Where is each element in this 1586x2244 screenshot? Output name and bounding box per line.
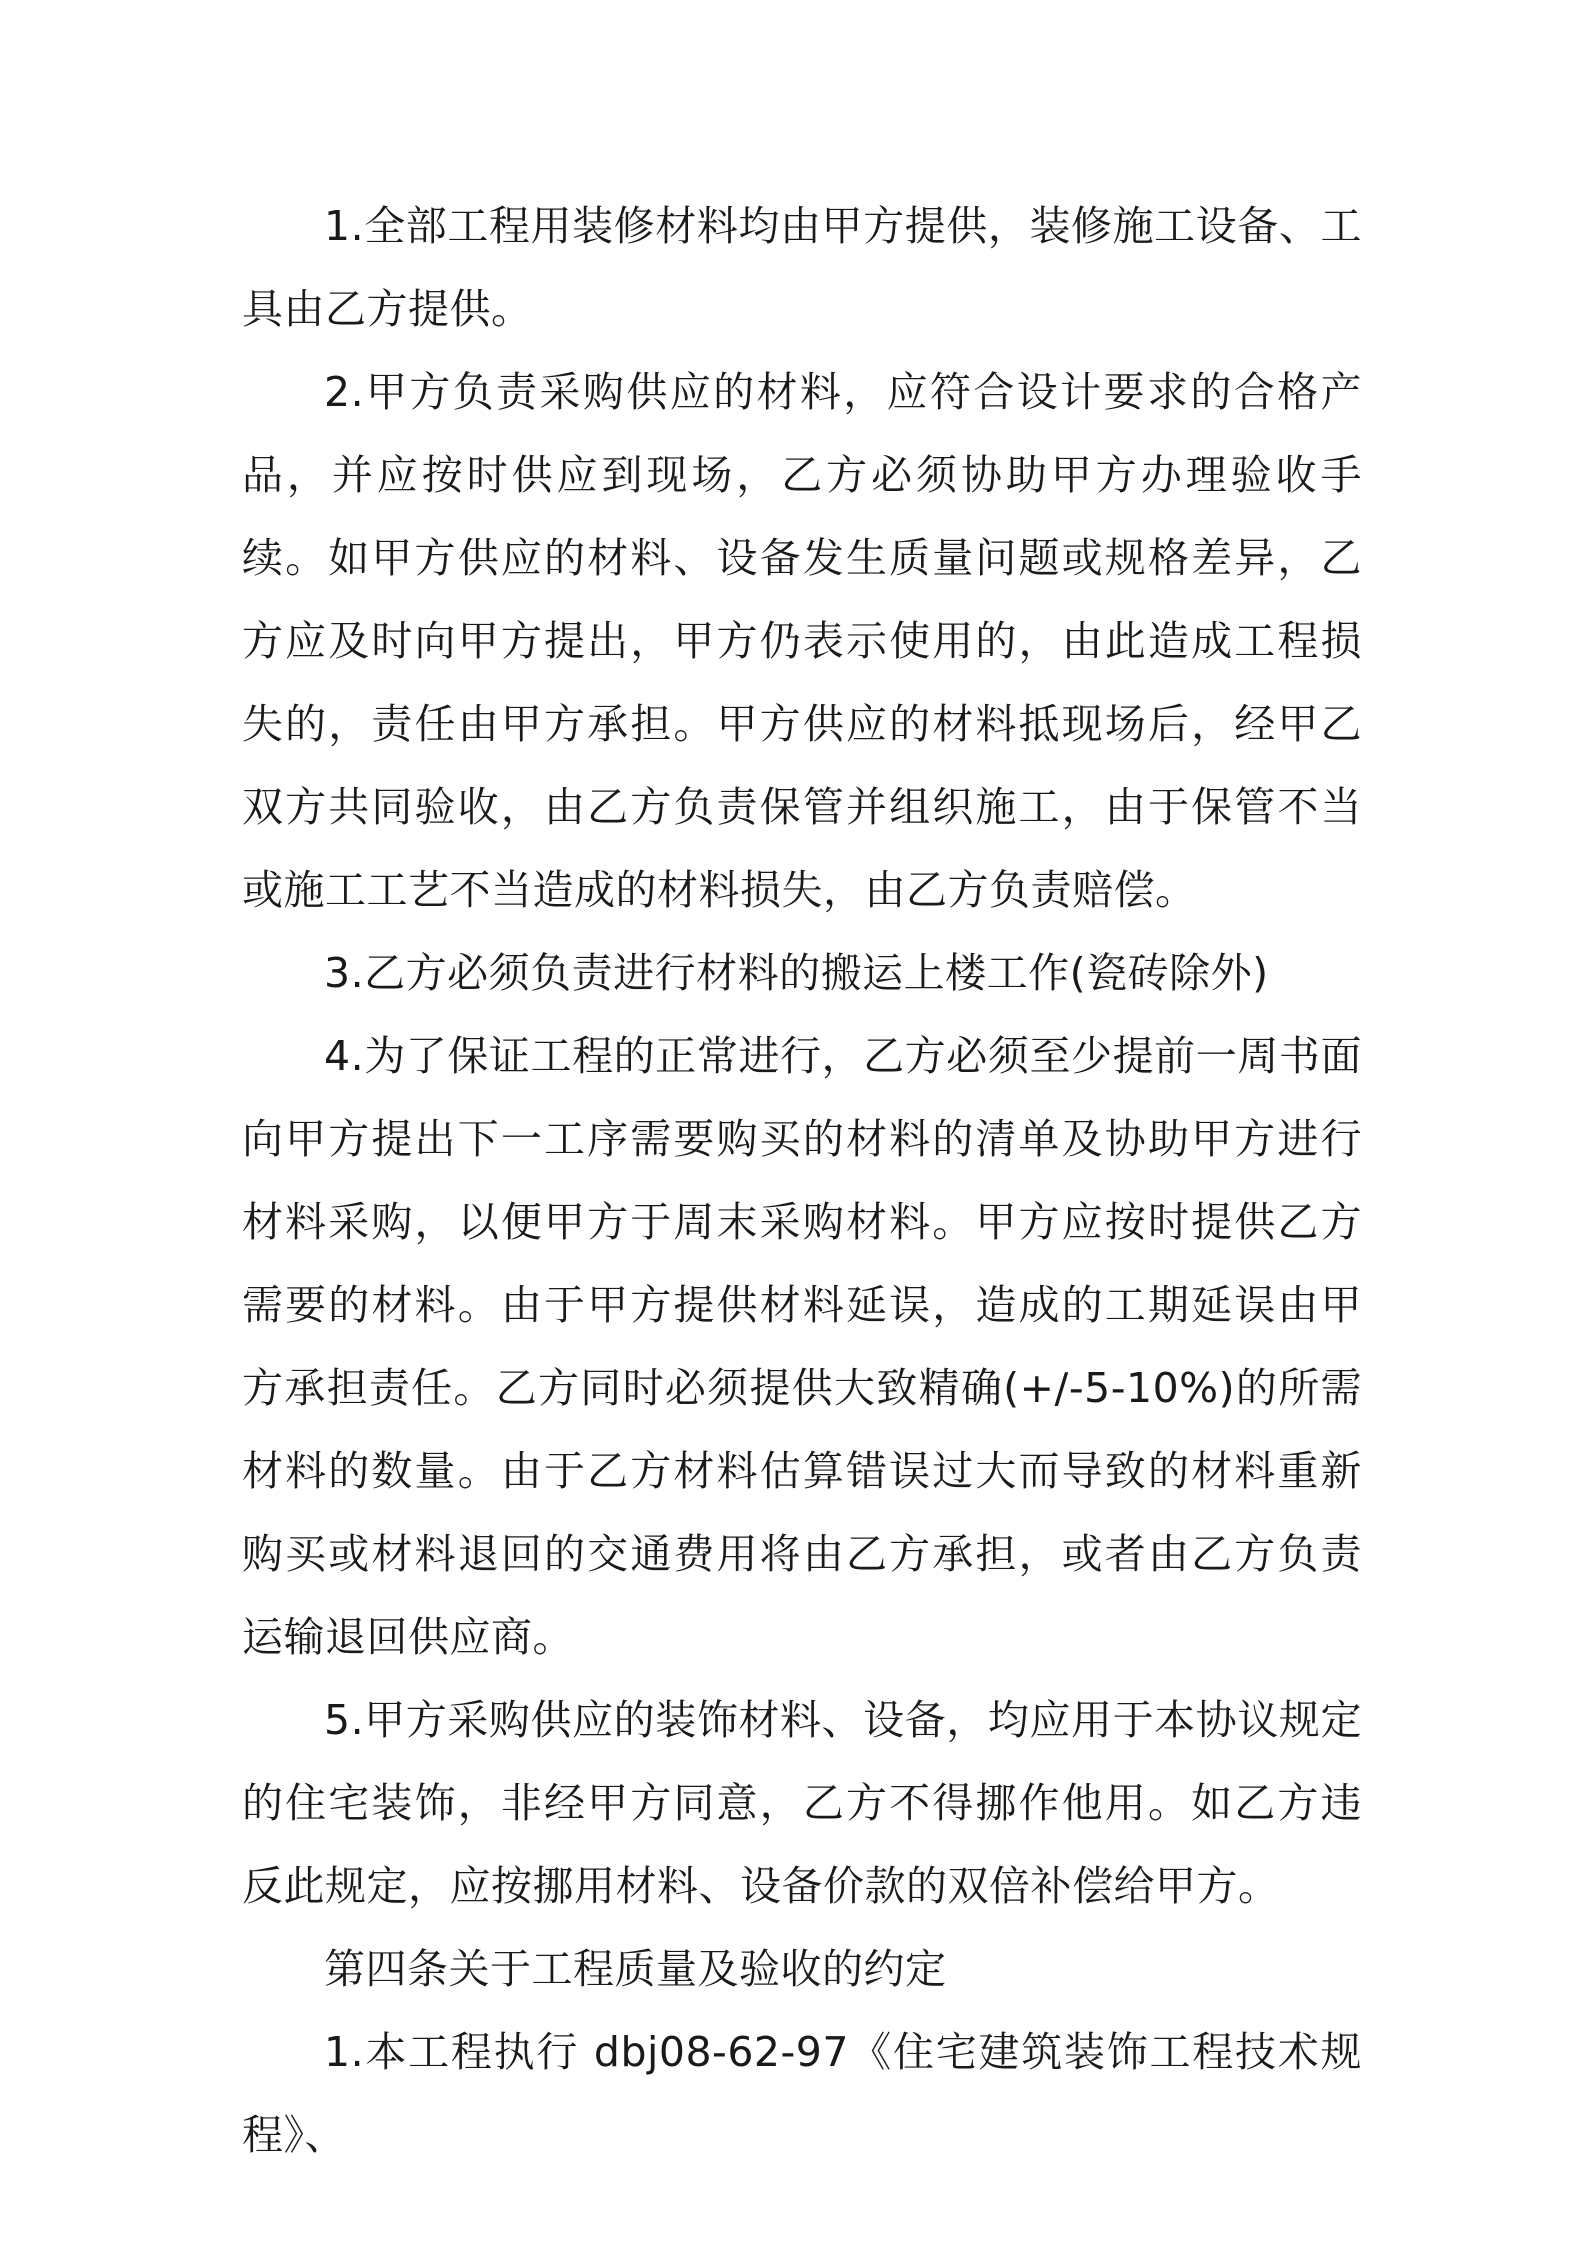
paragraph-clause-4: 4.为了保证工程的正常进行，乙方必须至少提前一周书面向甲方提出下一工序需要购买的材料的清单及协助甲方进行材料采购，以便甲方于周末采购材料。甲方应按时提供乙方需要的材料。由于甲方提供材料延误，造成的工期延误由甲方承担责任。乙方同时必须提供大致精确(+/-5-10%)的所需材料的数量。由于乙方材料估算错误过大而导致的材料重新购买或材料退回的交通费用将由乙方承担，或者由乙方负责运输退回供应商。 [242, 1032, 1362, 1661]
paragraph-clause-1: 1.全部工程用装修材料均由甲方提供，装修施工设备、工具由乙方提供。 [242, 202, 1362, 333]
paragraph-clause-3: 3.乙方必须负责进行材料的搬运上楼工作(瓷砖除外) [324, 949, 1269, 997]
paragraph-clause-5: 5.甲方采购供应的装饰材料、设备，均应用于本协议规定的住宅装饰，非经甲方同意，乙方不得挪作他用。如乙方违反此规定，应按挪用材料、设备价款的双倍补偿给甲方。 [242, 1696, 1362, 1910]
section-heading-article-4: 第四条关于工程质量及验收的约定 [324, 1945, 947, 1993]
paragraph-quality-clause-1: 1.本工程执行 dbj08-62-97《住宅建筑装饰工程技术规程》、 [242, 2028, 1362, 2159]
paragraph-clause-2: 2.甲方负责采购供应的材料，应符合设计要求的合格产品，并应按时供应到现场，乙方必须协助甲方办理验收手续。如甲方供应的材料、设备发生质量问题或规格差异，乙方应及时向甲方提出，甲方仍表示使用的，由此造成工程损失的，责任由甲方承担。甲方供应的材料抵现场后，经甲乙双方共同验收，由乙方负责保管并组织施工，由于保管不当或施工工艺不当造成的材料损失，由乙方负责赔偿。 [242, 368, 1362, 914]
document-body [242, 185, 1362, 2177]
